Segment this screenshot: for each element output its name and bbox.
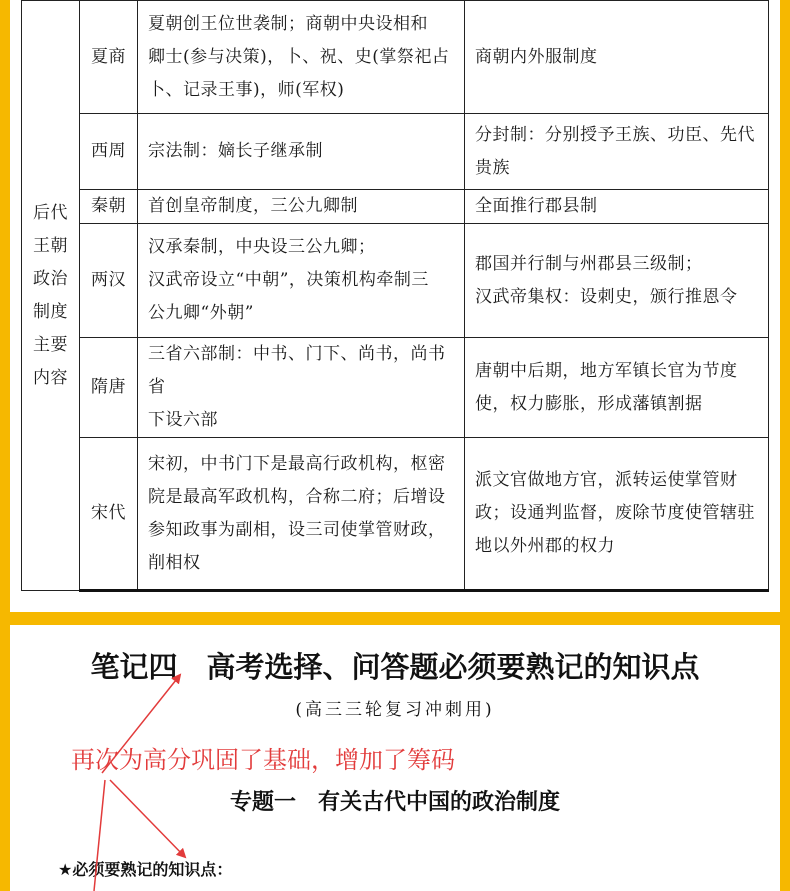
table-row (22, 438, 769, 591)
cell-line: 宗法制：嫡长子继承制 (148, 141, 323, 161)
central-system-cell (138, 224, 465, 338)
table-row (22, 190, 769, 224)
red-annotation: 再次为高分巩固了基础，增加了筹码 (71, 746, 455, 774)
cell-line: 派文官做地方官，派转运使掌管财 (475, 470, 738, 490)
cell-line: 地以外州郡的权力 (475, 536, 615, 556)
side-label-char: 后代 (33, 202, 68, 223)
cell-line: 商朝内外服制度 (475, 46, 598, 67)
local-system-cell (465, 438, 769, 591)
arrow-to-title (102, 675, 180, 773)
dynasty-cell: 夏商 (80, 1, 138, 114)
cell-line: 全面推行郡县制 (475, 196, 598, 216)
cell-line: 唐朝中后期，地方军镇长官为节度 (475, 360, 738, 381)
cell-line: 汉武帝集权：设刺史，颁行推恩令 (475, 286, 738, 307)
arrow-to-knowledge (110, 780, 185, 857)
table-row (22, 114, 769, 190)
arrow-down (94, 780, 105, 891)
local-system-cell (465, 338, 769, 438)
cell-line: 首创皇帝制度，三公九卿制 (148, 196, 358, 216)
side-label-cell (22, 1, 80, 591)
cell-line: 三省六部制：中书、门下、尚书，尚书省 (148, 344, 446, 397)
local-system-cell (465, 114, 769, 190)
cell-line: 贵族 (475, 157, 510, 178)
notes-panel (10, 625, 780, 891)
side-label-char: 制度 (33, 301, 68, 322)
cell-line: 政；设通判监督，废除节度使管辖驻 (475, 503, 755, 523)
notes-subtitle: (高三三轮复习冲刺用) (295, 700, 495, 720)
side-label-char: 内容 (33, 367, 68, 388)
side-label-char: 政治 (33, 268, 68, 289)
cell-line: 汉武帝设立“中朝”，决策机构牵制三 (148, 270, 429, 290)
central-system-cell (138, 190, 465, 224)
dynasty-cell: 两汉 (80, 224, 138, 338)
local-system-cell (465, 224, 769, 338)
cell-line: 宋初，中书门下是最高行政机构，枢密 (148, 453, 446, 474)
side-label-char: 主要 (33, 334, 68, 355)
cell-line: 卜、记录王事)，师(军权) (148, 79, 345, 100)
table-row (22, 1, 769, 114)
local-system-cell (465, 1, 769, 114)
central-system-cell (138, 114, 465, 190)
side-label-char: 王朝 (33, 235, 68, 256)
dynasty-cell: 宋代 (80, 438, 138, 591)
dynasty-cell: 隋唐 (80, 338, 138, 438)
cell-line: 院是最高军政机构，合称二府；后增设 (148, 486, 446, 507)
cell-line: 卿士(参与决策)，卜、祝、史(掌祭祀占 (148, 46, 450, 67)
dynasty-cell: 西周 (80, 114, 138, 190)
notes-title: 笔记四 高考选择、问答题必须要熟记的知识点 (90, 650, 700, 684)
cell-line: 夏朝创王位世袭制；商朝中央设相和 (148, 13, 428, 34)
local-system-cell (465, 190, 769, 224)
table-row (22, 338, 769, 438)
cell-line: 公九卿“外朝” (148, 303, 254, 323)
cell-line: 参知政事为副相，设三司使掌管财政， (148, 519, 446, 540)
topic-heading: 专题一 有关古代中国的政治制度 (229, 790, 560, 815)
cell-line: 下设六部 (148, 410, 218, 430)
must-remember-label: ★必须要熟记的知识点： (58, 860, 233, 879)
cell-line: 汉承秦制，中央设三公九卿； (148, 237, 376, 257)
dynasty-cell: 秦朝 (80, 190, 138, 224)
cell-line: 分封制：分别授予王族、功臣、先代 (475, 124, 755, 145)
table-row (22, 224, 769, 338)
cell-line: 削相权 (148, 552, 201, 573)
cell-line: 郡国并行制与州郡县三级制； (475, 253, 703, 274)
central-system-cell (138, 1, 465, 114)
annotation-arrows (10, 625, 780, 891)
cell-line: 使，权力膨胀，形成藩镇割据 (475, 393, 703, 414)
table-panel (10, 0, 780, 612)
political-system-table (21, 0, 769, 592)
central-system-cell (138, 438, 465, 591)
central-system-cell (138, 338, 465, 438)
